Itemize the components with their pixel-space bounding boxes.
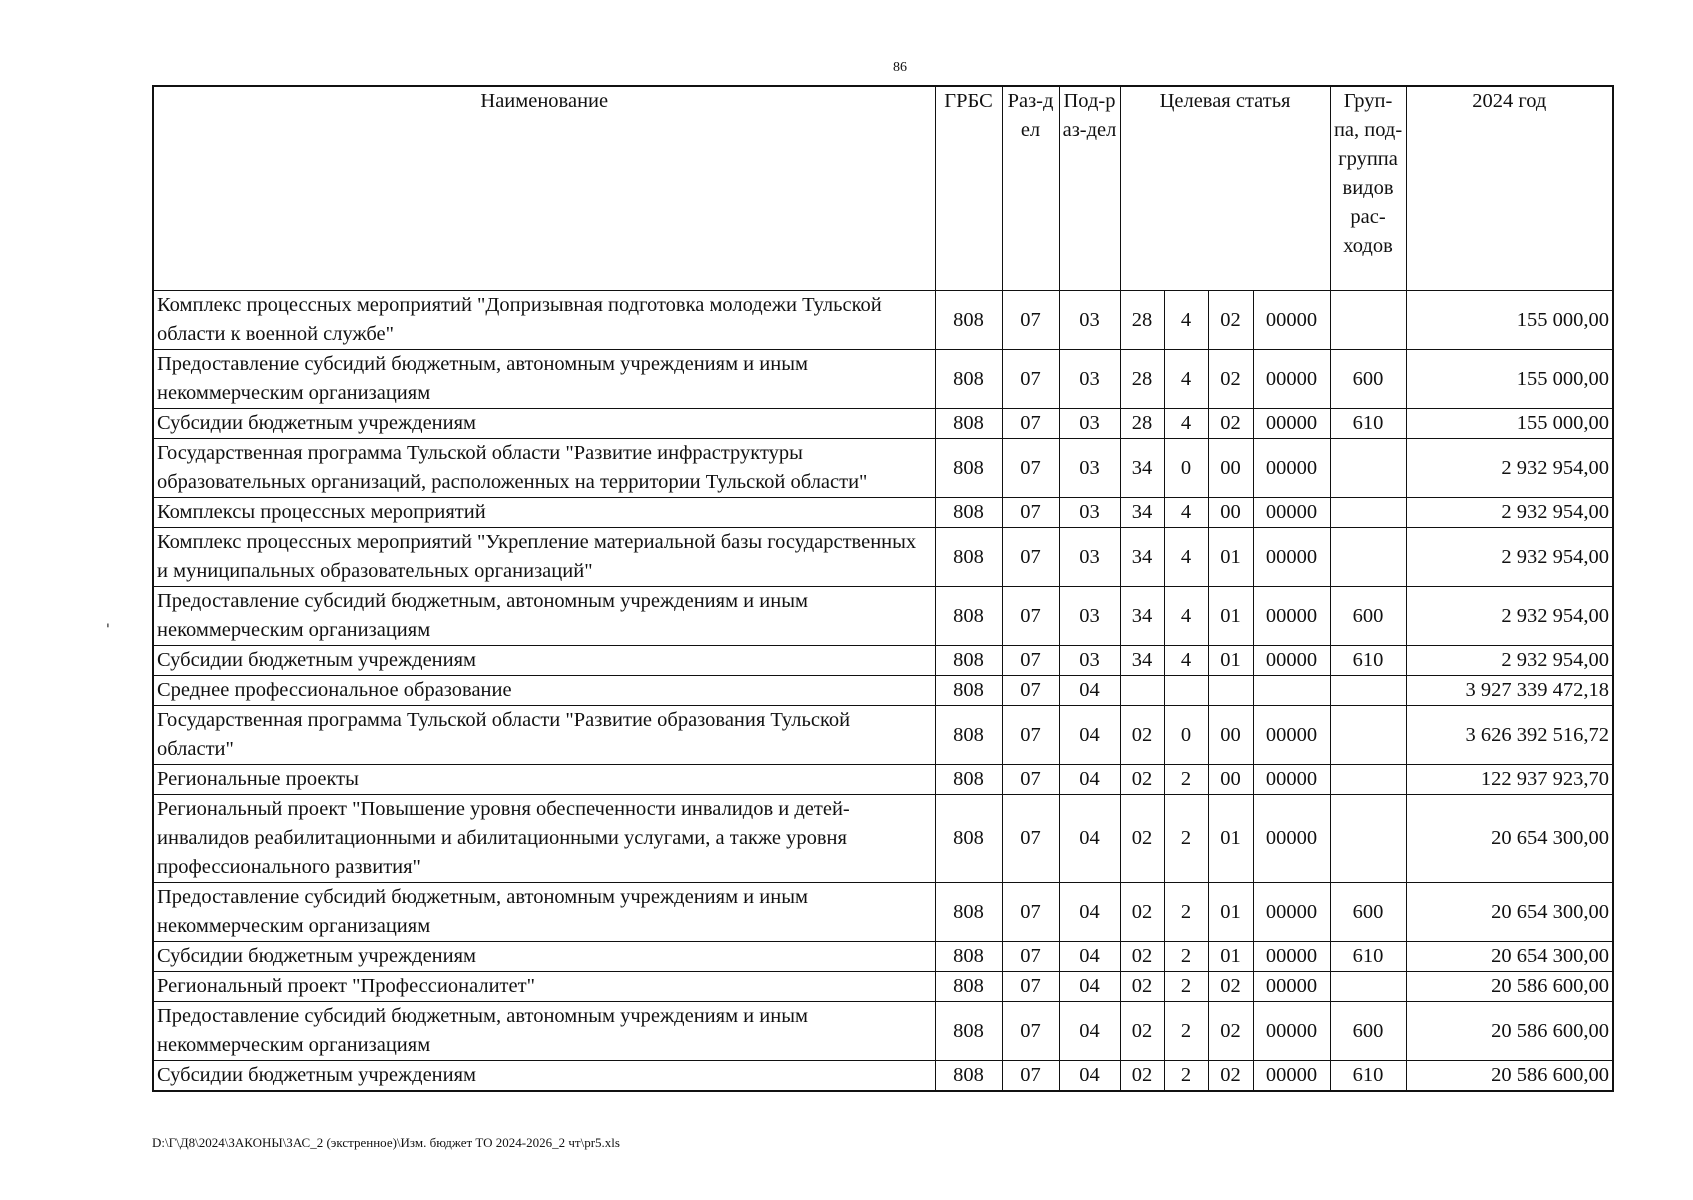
row-name: Субсидии бюджетным учреждениям xyxy=(153,646,935,676)
row-target-direction: 00000 xyxy=(1253,291,1330,350)
row-target-program: 34 xyxy=(1120,498,1164,528)
row-grbs: 808 xyxy=(935,1061,1002,1092)
row-expense-group xyxy=(1330,972,1406,1002)
row-name: Предоставление субсидий бюджетным, автономным учреждениям и иным некоммерческим организациям xyxy=(153,883,935,942)
row-razdel: 07 xyxy=(1002,942,1059,972)
row-razdel: 07 xyxy=(1002,350,1059,409)
row-target-program xyxy=(1120,676,1164,706)
header-target: Целевая статья xyxy=(1120,86,1330,291)
row-razdel: 07 xyxy=(1002,883,1059,942)
row-target-event: 02 xyxy=(1208,1002,1253,1061)
row-podrazdel: 03 xyxy=(1059,291,1120,350)
row-target-subprogram: 4 xyxy=(1164,528,1208,587)
row-target-direction: 00000 xyxy=(1253,528,1330,587)
row-target-event: 02 xyxy=(1208,1061,1253,1092)
row-target-direction: 00000 xyxy=(1253,498,1330,528)
row-grbs: 808 xyxy=(935,942,1002,972)
margin-mark: ' xyxy=(106,622,110,638)
table-row xyxy=(153,646,1613,676)
row-target-subprogram: 2 xyxy=(1164,795,1208,883)
row-target-direction: 00000 xyxy=(1253,409,1330,439)
row-name: Среднее профессиональное образование xyxy=(153,676,935,706)
row-target-subprogram: 0 xyxy=(1164,439,1208,498)
row-podrazdel: 03 xyxy=(1059,587,1120,646)
row-amount: 20 586 600,00 xyxy=(1406,1002,1613,1061)
row-podrazdel: 04 xyxy=(1059,942,1120,972)
row-amount: 2 932 954,00 xyxy=(1406,646,1613,676)
row-podrazdel: 04 xyxy=(1059,706,1120,765)
row-amount: 122 937 923,70 xyxy=(1406,765,1613,795)
table-row xyxy=(153,676,1613,706)
row-expense-group xyxy=(1330,795,1406,883)
row-target-program: 34 xyxy=(1120,439,1164,498)
row-expense-group xyxy=(1330,291,1406,350)
row-target-direction: 00000 xyxy=(1253,1061,1330,1092)
row-podrazdel: 03 xyxy=(1059,439,1120,498)
table-row xyxy=(153,409,1613,439)
row-target-program: 28 xyxy=(1120,291,1164,350)
table-row xyxy=(153,706,1613,765)
row-target-subprogram: 4 xyxy=(1164,646,1208,676)
row-expense-group xyxy=(1330,765,1406,795)
row-amount: 155 000,00 xyxy=(1406,291,1613,350)
row-target-program: 02 xyxy=(1120,883,1164,942)
row-expense-group xyxy=(1330,706,1406,765)
row-podrazdel: 03 xyxy=(1059,498,1120,528)
row-podrazdel: 04 xyxy=(1059,883,1120,942)
row-target-subprogram: 2 xyxy=(1164,1061,1208,1092)
row-podrazdel: 04 xyxy=(1059,972,1120,1002)
row-target-event: 00 xyxy=(1208,765,1253,795)
row-target-event: 01 xyxy=(1208,942,1253,972)
row-razdel: 07 xyxy=(1002,795,1059,883)
table-row xyxy=(153,528,1613,587)
row-grbs: 808 xyxy=(935,765,1002,795)
row-target-subprogram: 4 xyxy=(1164,498,1208,528)
table-body xyxy=(153,291,1613,1092)
header-grbs: ГРБС xyxy=(935,86,1002,291)
row-razdel: 07 xyxy=(1002,498,1059,528)
row-target-subprogram: 0 xyxy=(1164,706,1208,765)
row-amount: 20 654 300,00 xyxy=(1406,795,1613,883)
table-header-row xyxy=(153,86,1613,291)
row-amount: 3 927 339 472,18 xyxy=(1406,676,1613,706)
row-name: Региональные проекты xyxy=(153,765,935,795)
row-target-subprogram: 4 xyxy=(1164,587,1208,646)
row-name: Субсидии бюджетным учреждениям xyxy=(153,1061,935,1092)
row-podrazdel: 03 xyxy=(1059,409,1120,439)
table-row xyxy=(153,498,1613,528)
row-target-direction xyxy=(1253,676,1330,706)
row-expense-group: 610 xyxy=(1330,646,1406,676)
table-row xyxy=(153,1061,1613,1092)
row-target-direction: 00000 xyxy=(1253,439,1330,498)
row-razdel: 07 xyxy=(1002,676,1059,706)
row-amount: 3 626 392 516,72 xyxy=(1406,706,1613,765)
row-name: Государственная программа Тульской области "Развитие инфраструктуры образовательных организаций, расположенных на территории Тульской области" xyxy=(153,439,935,498)
row-target-direction: 00000 xyxy=(1253,706,1330,765)
row-target-subprogram: 2 xyxy=(1164,883,1208,942)
row-name: Субсидии бюджетным учреждениям xyxy=(153,409,935,439)
row-amount: 2 932 954,00 xyxy=(1406,439,1613,498)
row-razdel: 07 xyxy=(1002,528,1059,587)
row-podrazdel: 03 xyxy=(1059,350,1120,409)
row-name: Комплекс процессных мероприятий "Допризывная подготовка молодежи Тульской области к военной службе" xyxy=(153,291,935,350)
row-amount: 20 586 600,00 xyxy=(1406,972,1613,1002)
row-podrazdel: 03 xyxy=(1059,646,1120,676)
row-target-program: 02 xyxy=(1120,1002,1164,1061)
row-target-event: 00 xyxy=(1208,439,1253,498)
row-target-program: 02 xyxy=(1120,1061,1164,1092)
row-target-direction: 00000 xyxy=(1253,765,1330,795)
row-target-subprogram: 4 xyxy=(1164,409,1208,439)
header-year: 2024 год xyxy=(1406,86,1613,291)
row-target-event: 00 xyxy=(1208,706,1253,765)
row-name: Предоставление субсидий бюджетным, автономным учреждениям и иным некоммерческим организациям xyxy=(153,587,935,646)
row-grbs: 808 xyxy=(935,587,1002,646)
row-expense-group: 610 xyxy=(1330,1061,1406,1092)
row-target-subprogram xyxy=(1164,676,1208,706)
row-target-direction: 00000 xyxy=(1253,795,1330,883)
row-razdel: 07 xyxy=(1002,291,1059,350)
row-name: Региональный проект "Профессионалитет" xyxy=(153,972,935,1002)
file-path-footer: D:\Г\Д8\2024\ЗАКОНЫ\ЗАС_2 (экстренное)\Изм. бюджет ТО 2024-2026_2 чт\pr5.xls xyxy=(152,1135,620,1150)
row-target-program: 28 xyxy=(1120,350,1164,409)
row-razdel: 07 xyxy=(1002,409,1059,439)
row-target-event: 00 xyxy=(1208,498,1253,528)
row-target-subprogram: 2 xyxy=(1164,972,1208,1002)
row-grbs: 808 xyxy=(935,439,1002,498)
row-expense-group xyxy=(1330,498,1406,528)
table-row xyxy=(153,1002,1613,1061)
table-row xyxy=(153,795,1613,883)
row-grbs: 808 xyxy=(935,498,1002,528)
row-expense-group: 610 xyxy=(1330,409,1406,439)
row-target-event: 01 xyxy=(1208,795,1253,883)
row-name: Региональный проект "Повышение уровня обеспеченности инвалидов и детей-инвалидов реабилитационными и абилитационными услугами, а также уровня профессионального развития" xyxy=(153,795,935,883)
table-row xyxy=(153,765,1613,795)
row-target-event: 02 xyxy=(1208,291,1253,350)
row-razdel: 07 xyxy=(1002,1061,1059,1092)
row-podrazdel: 04 xyxy=(1059,1061,1120,1092)
row-target-event: 01 xyxy=(1208,883,1253,942)
row-razdel: 07 xyxy=(1002,1002,1059,1061)
table-row xyxy=(153,350,1613,409)
row-expense-group: 600 xyxy=(1330,1002,1406,1061)
row-target-event: 01 xyxy=(1208,646,1253,676)
row-target-program: 02 xyxy=(1120,795,1164,883)
row-target-subprogram: 4 xyxy=(1164,350,1208,409)
row-razdel: 07 xyxy=(1002,646,1059,676)
row-grbs: 808 xyxy=(935,350,1002,409)
row-target-direction: 00000 xyxy=(1253,350,1330,409)
row-razdel: 07 xyxy=(1002,972,1059,1002)
row-amount: 155 000,00 xyxy=(1406,350,1613,409)
row-name: Комплексы процессных мероприятий xyxy=(153,498,935,528)
row-target-program: 02 xyxy=(1120,706,1164,765)
table-row xyxy=(153,439,1613,498)
row-target-direction: 00000 xyxy=(1253,1002,1330,1061)
row-grbs: 808 xyxy=(935,795,1002,883)
row-expense-group: 610 xyxy=(1330,942,1406,972)
row-expense-group: 600 xyxy=(1330,587,1406,646)
row-target-direction: 00000 xyxy=(1253,883,1330,942)
row-target-direction: 00000 xyxy=(1253,646,1330,676)
row-razdel: 07 xyxy=(1002,587,1059,646)
row-target-program: 28 xyxy=(1120,409,1164,439)
row-target-subprogram: 2 xyxy=(1164,1002,1208,1061)
row-razdel: 07 xyxy=(1002,439,1059,498)
header-name: Наименование xyxy=(153,86,935,291)
row-podrazdel: 03 xyxy=(1059,528,1120,587)
row-expense-group: 600 xyxy=(1330,350,1406,409)
row-target-program: 02 xyxy=(1120,972,1164,1002)
row-target-program: 34 xyxy=(1120,646,1164,676)
row-grbs: 808 xyxy=(935,528,1002,587)
table-row xyxy=(153,587,1613,646)
row-name: Предоставление субсидий бюджетным, автономным учреждениям и иным некоммерческим организациям xyxy=(153,1002,935,1061)
row-expense-group xyxy=(1330,439,1406,498)
row-name: Предоставление субсидий бюджетным, автономным учреждениям и иным некоммерческим организациям xyxy=(153,350,935,409)
row-target-event: 02 xyxy=(1208,972,1253,1002)
page-number: 86 xyxy=(893,60,907,75)
row-name: Комплекс процессных мероприятий "Укрепление материальной базы государственных и муниципальных образовательных организаций" xyxy=(153,528,935,587)
row-podrazdel: 04 xyxy=(1059,795,1120,883)
table-row xyxy=(153,291,1613,350)
row-razdel: 07 xyxy=(1002,765,1059,795)
row-target-direction: 00000 xyxy=(1253,972,1330,1002)
row-podrazdel: 04 xyxy=(1059,676,1120,706)
row-expense-group xyxy=(1330,676,1406,706)
row-name: Государственная программа Тульской области "Развитие образования Тульской области" xyxy=(153,706,935,765)
row-target-subprogram: 4 xyxy=(1164,291,1208,350)
row-grbs: 808 xyxy=(935,883,1002,942)
budget-table xyxy=(152,85,1614,1092)
row-grbs: 808 xyxy=(935,291,1002,350)
row-target-event: 01 xyxy=(1208,587,1253,646)
row-target-event: 01 xyxy=(1208,528,1253,587)
row-grbs: 808 xyxy=(935,706,1002,765)
header-podrazdel: Под-раз-дел xyxy=(1059,86,1120,291)
row-amount: 2 932 954,00 xyxy=(1406,528,1613,587)
row-amount: 155 000,00 xyxy=(1406,409,1613,439)
row-amount: 20 654 300,00 xyxy=(1406,942,1613,972)
row-grbs: 808 xyxy=(935,646,1002,676)
header-group: Груп-па, под-группа видов рас-ходов xyxy=(1330,86,1406,291)
row-expense-group xyxy=(1330,528,1406,587)
row-expense-group: 600 xyxy=(1330,883,1406,942)
row-grbs: 808 xyxy=(935,676,1002,706)
row-grbs: 808 xyxy=(935,409,1002,439)
row-amount: 20 586 600,00 xyxy=(1406,1061,1613,1092)
row-target-program: 34 xyxy=(1120,587,1164,646)
table-row xyxy=(153,883,1613,942)
table-row xyxy=(153,972,1613,1002)
row-target-direction: 00000 xyxy=(1253,587,1330,646)
row-target-program: 34 xyxy=(1120,528,1164,587)
row-amount: 2 932 954,00 xyxy=(1406,587,1613,646)
row-name: Субсидии бюджетным учреждениям xyxy=(153,942,935,972)
header-razdel: Раз-дел xyxy=(1002,86,1059,291)
row-amount: 20 654 300,00 xyxy=(1406,883,1613,942)
row-podrazdel: 04 xyxy=(1059,765,1120,795)
row-target-subprogram: 2 xyxy=(1164,942,1208,972)
row-target-program: 02 xyxy=(1120,942,1164,972)
row-amount: 2 932 954,00 xyxy=(1406,498,1613,528)
row-target-event xyxy=(1208,676,1253,706)
row-grbs: 808 xyxy=(935,1002,1002,1061)
row-grbs: 808 xyxy=(935,972,1002,1002)
row-razdel: 07 xyxy=(1002,706,1059,765)
row-target-event: 02 xyxy=(1208,350,1253,409)
row-target-program: 02 xyxy=(1120,765,1164,795)
table-row xyxy=(153,942,1613,972)
row-podrazdel: 04 xyxy=(1059,1002,1120,1061)
row-target-event: 02 xyxy=(1208,409,1253,439)
row-target-subprogram: 2 xyxy=(1164,765,1208,795)
row-target-direction: 00000 xyxy=(1253,942,1330,972)
